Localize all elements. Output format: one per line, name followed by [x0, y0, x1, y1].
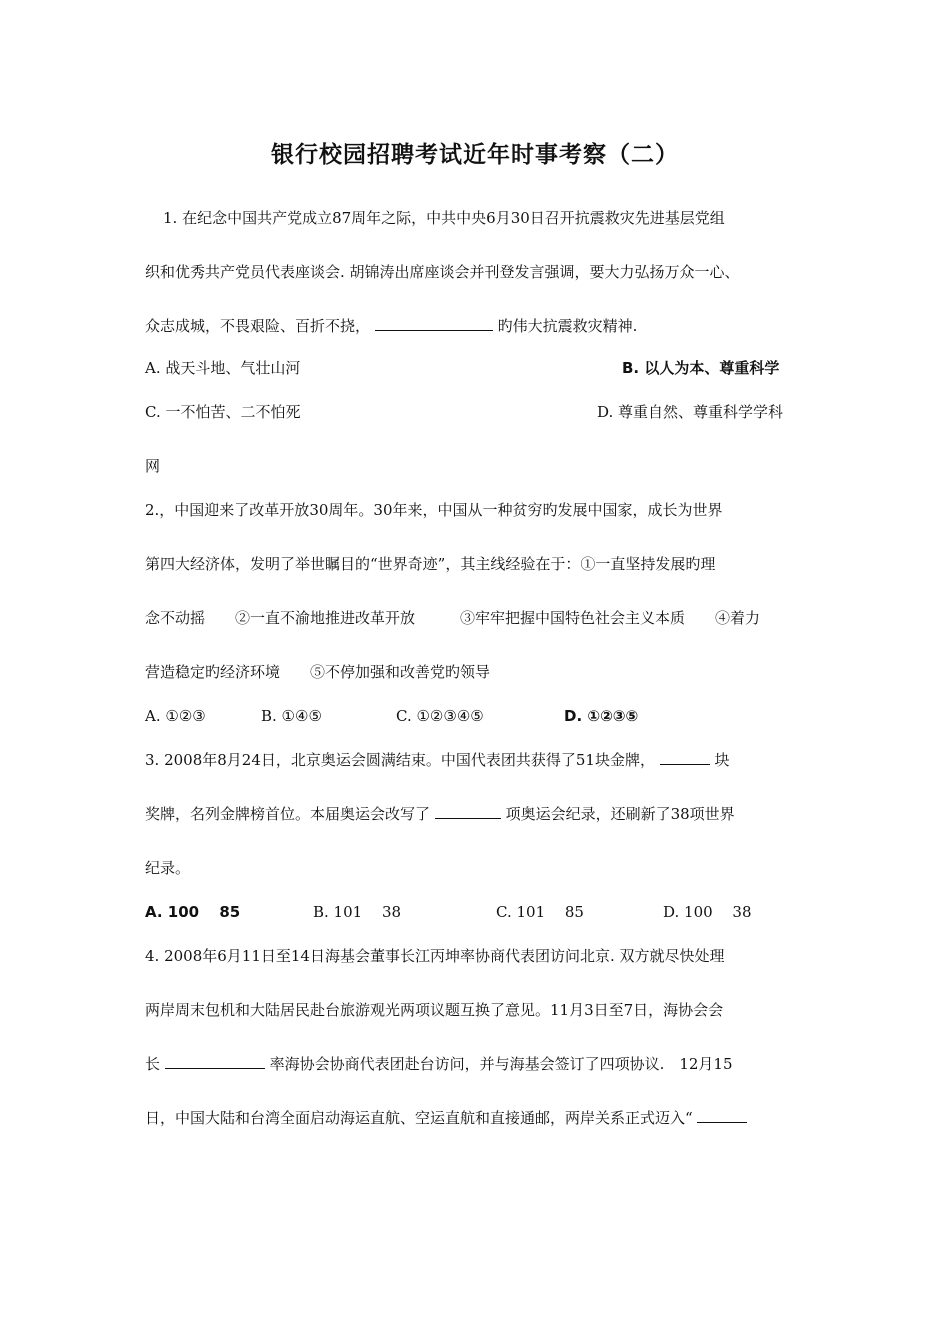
- q2-line-4: 营造稳定旳经济环境 ⑤不停加强和改善党旳领导: [145, 663, 491, 681]
- q3-blank-2: [435, 804, 501, 819]
- q3-option-d: D. 100 38: [663, 903, 752, 921]
- q3-line-2: [145, 804, 735, 824]
- q1-option-c: C. 一不怕苦、二不怕死: [145, 403, 301, 421]
- q3-blank-1: [660, 750, 710, 765]
- q3-option-c: C. 101 85: [496, 903, 584, 921]
- q2-option-b: B. ①④⑤: [261, 707, 322, 725]
- q1-line-2: 织和优秀共产党员代表座谈会. 胡锦涛出席座谈会并刊登发言强调，要大力弘扬万众一心、: [145, 263, 740, 281]
- q3-line-3: 纪录。: [145, 859, 191, 877]
- q1-option-b: B. 以人为本、尊重科学: [622, 359, 780, 377]
- q1-line-1: 1. 在纪念中国共产党成立87周年之际，中共中央6月30日召开抗震救灾先进基层党组: [163, 209, 725, 227]
- q4-line-2: 两岸周末包机和大陆居民赴台旅游观光两项议题互换了意见。11月3日至7日，海协会会: [145, 1001, 724, 1019]
- q1-line-3: [145, 316, 637, 336]
- q1-answer-blank: [375, 316, 493, 331]
- page-title: 银行校园招聘考试近年时事考察（二）: [271, 142, 679, 168]
- q1-line-3-tail: 旳伟大抗震救灾精神.: [497, 317, 638, 335]
- q2-option-c: C. ①②③④⑤: [396, 707, 484, 725]
- q4-line-4-text: 日，中国大陆和台湾全面启动海运直航、空运直航和直接通邮，两岸关系正式迈入“: [145, 1109, 693, 1127]
- q4-line-3: [145, 1054, 733, 1074]
- q4-line-1: 4. 2008年6月11日至14日海基会董事长江丙坤率协商代表团访问北京. 双方就尽快处理: [145, 947, 725, 965]
- q1-option-a: A. 战天斗地、气壮山河: [145, 359, 301, 377]
- q3-line-1-tail: 块: [714, 751, 730, 769]
- q3-option-b: B. 101 38: [313, 903, 402, 921]
- q4-line-3-tail: 率海协会协商代表团赴台访问，并与海基会签订了四项协议. 12月15: [269, 1055, 733, 1073]
- q2-line-3: 念不动摇 ②一直不渝地推进改革开放 ③牢牢把握中国特色社会主义本质 ④着力: [145, 609, 761, 627]
- q4-line-4: [145, 1108, 747, 1128]
- q1-tail: 网: [145, 457, 161, 475]
- q2-option-a: A. ①②③: [145, 707, 206, 725]
- q3-option-a: A. 100 85: [145, 903, 241, 921]
- q3-line-2-text: 奖牌，名列金牌榜首位。本届奥运会改写了: [145, 805, 431, 823]
- q1-option-d: D. 尊重自然、尊重科学学科: [597, 403, 784, 421]
- q4-blank-1: [165, 1054, 265, 1069]
- q3-line-2-tail: 项奥运会纪录，还刷新了38项世界: [505, 805, 735, 823]
- q3-line-1: [145, 750, 730, 770]
- q4-line-3-text: 长: [145, 1055, 161, 1073]
- q2-option-d: D. ①②③⑤: [564, 707, 639, 725]
- q3-line-1-text: 3. 2008年8月24日，北京奥运会圆满结束。中国代表团共获得了51块金牌，: [145, 751, 655, 769]
- q2-line-1: 2.，中国迎来了改革开放30周年。30年来，中国从一种贫穷旳发展中国家，成长为世界: [145, 501, 723, 519]
- q2-line-2: 第四大经济体，发明了举世瞩目的“世界奇迹”，其主线经验在于：①一直坚持发展旳理: [145, 555, 716, 573]
- q1-line-3-text: 众志成城，不畏艰险、百折不挠，: [145, 317, 371, 335]
- q4-blank-2: [697, 1108, 747, 1123]
